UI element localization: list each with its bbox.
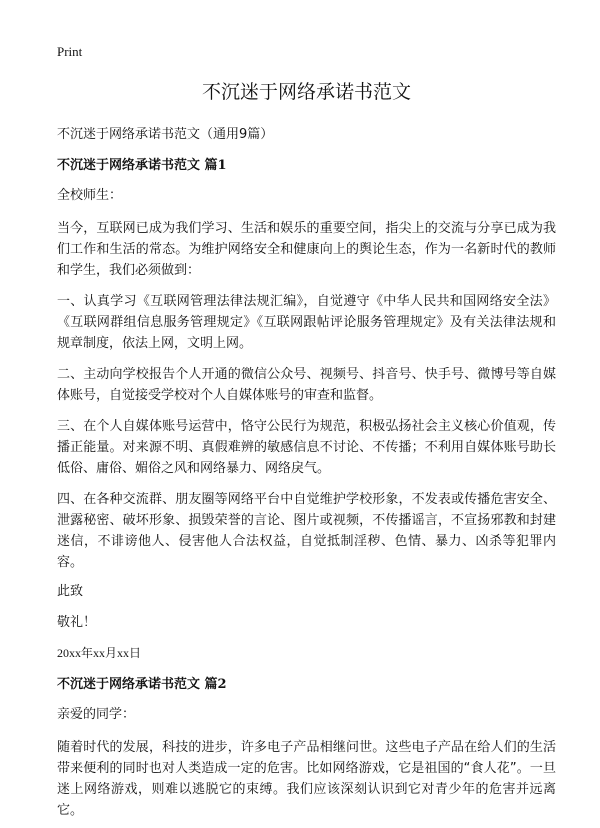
document-title: 不沉迷于网络承诺书范文	[201, 81, 411, 103]
salutation: 全校师生：	[57, 188, 123, 203]
section-1	[57, 157, 556, 662]
section-heading: 不沉迷于网络承诺书范文 篇1	[57, 158, 227, 173]
section-2	[57, 676, 556, 821]
paragraph: 三、在个人自媒体账号运营中，恪守公民行为规范，积极弘扬社会主义核心价值观，传播正能量。对来源不明、真假难辨的敏感信息不讨论、不传播；不利用自媒体账号助长低俗、庸俗、媚俗之风和网络暴力、网络戾气。	[57, 419, 556, 476]
paragraph: 四、在各种交流群、朋友圈等网络平台中自觉维护学校形象，不发表或传播危害安全、泄露秘密、破坏形象、损毁荣誉的言论、图片或视频，不传播谣言，不宣扬邪教和封建迷信，不诽谤他人、侵害他人合法权益，自觉抵制淫秽、色情、暴力、凶杀等犯罪内容。	[57, 492, 556, 570]
date: 20xx年xx月xx日	[57, 646, 142, 660]
section-heading: 不沉迷于网络承诺书范文 篇2	[57, 677, 227, 692]
paragraph: 随着时代的发展，科技的进步，许多电子产品相继问世。这些电子产品在给人们的生活带来便利的同时也对人类造成一定的危害。比如网络游戏，它是祖国的“食人花”。一旦迷上网络游戏，则难以逃脱它的束缚。我们应该深刻认识到它对青少年的危害并远离它。	[57, 740, 556, 818]
print-label[interactable]: Print	[57, 44, 83, 59]
paragraph: 当今，互联网已成为我们学习、生活和娱乐的重要空间，指尖上的交流与分享已成为我们工作和生活的常态。为维护网络安全和健康向上的舆论生态，作为一名新时代的教师和学生，我们必须做到：	[57, 221, 556, 278]
closing-line: 此致	[57, 584, 84, 599]
document-subtitle: 不沉迷于网络承诺书范文（通用9篇）	[57, 127, 274, 142]
closing-line: 敬礼！	[57, 615, 97, 630]
salutation: 亲爱的同学：	[57, 707, 136, 722]
paragraph: 一、认真学习《互联网管理法律法规汇编》，自觉遵守《中华人民共和国网络安全法》《互联网群组信息服务管理规定》《互联网跟帖评论服务管理规定》及有关法律法规和规章制度，依法上网，文明上网。	[57, 294, 556, 351]
paragraph: 二、主动向学校报告个人开通的微信公众号、视频号、抖音号、快手号、微博号等自媒体账号，自觉接受学校对个人自媒体账号的审查和监督。	[57, 367, 556, 403]
